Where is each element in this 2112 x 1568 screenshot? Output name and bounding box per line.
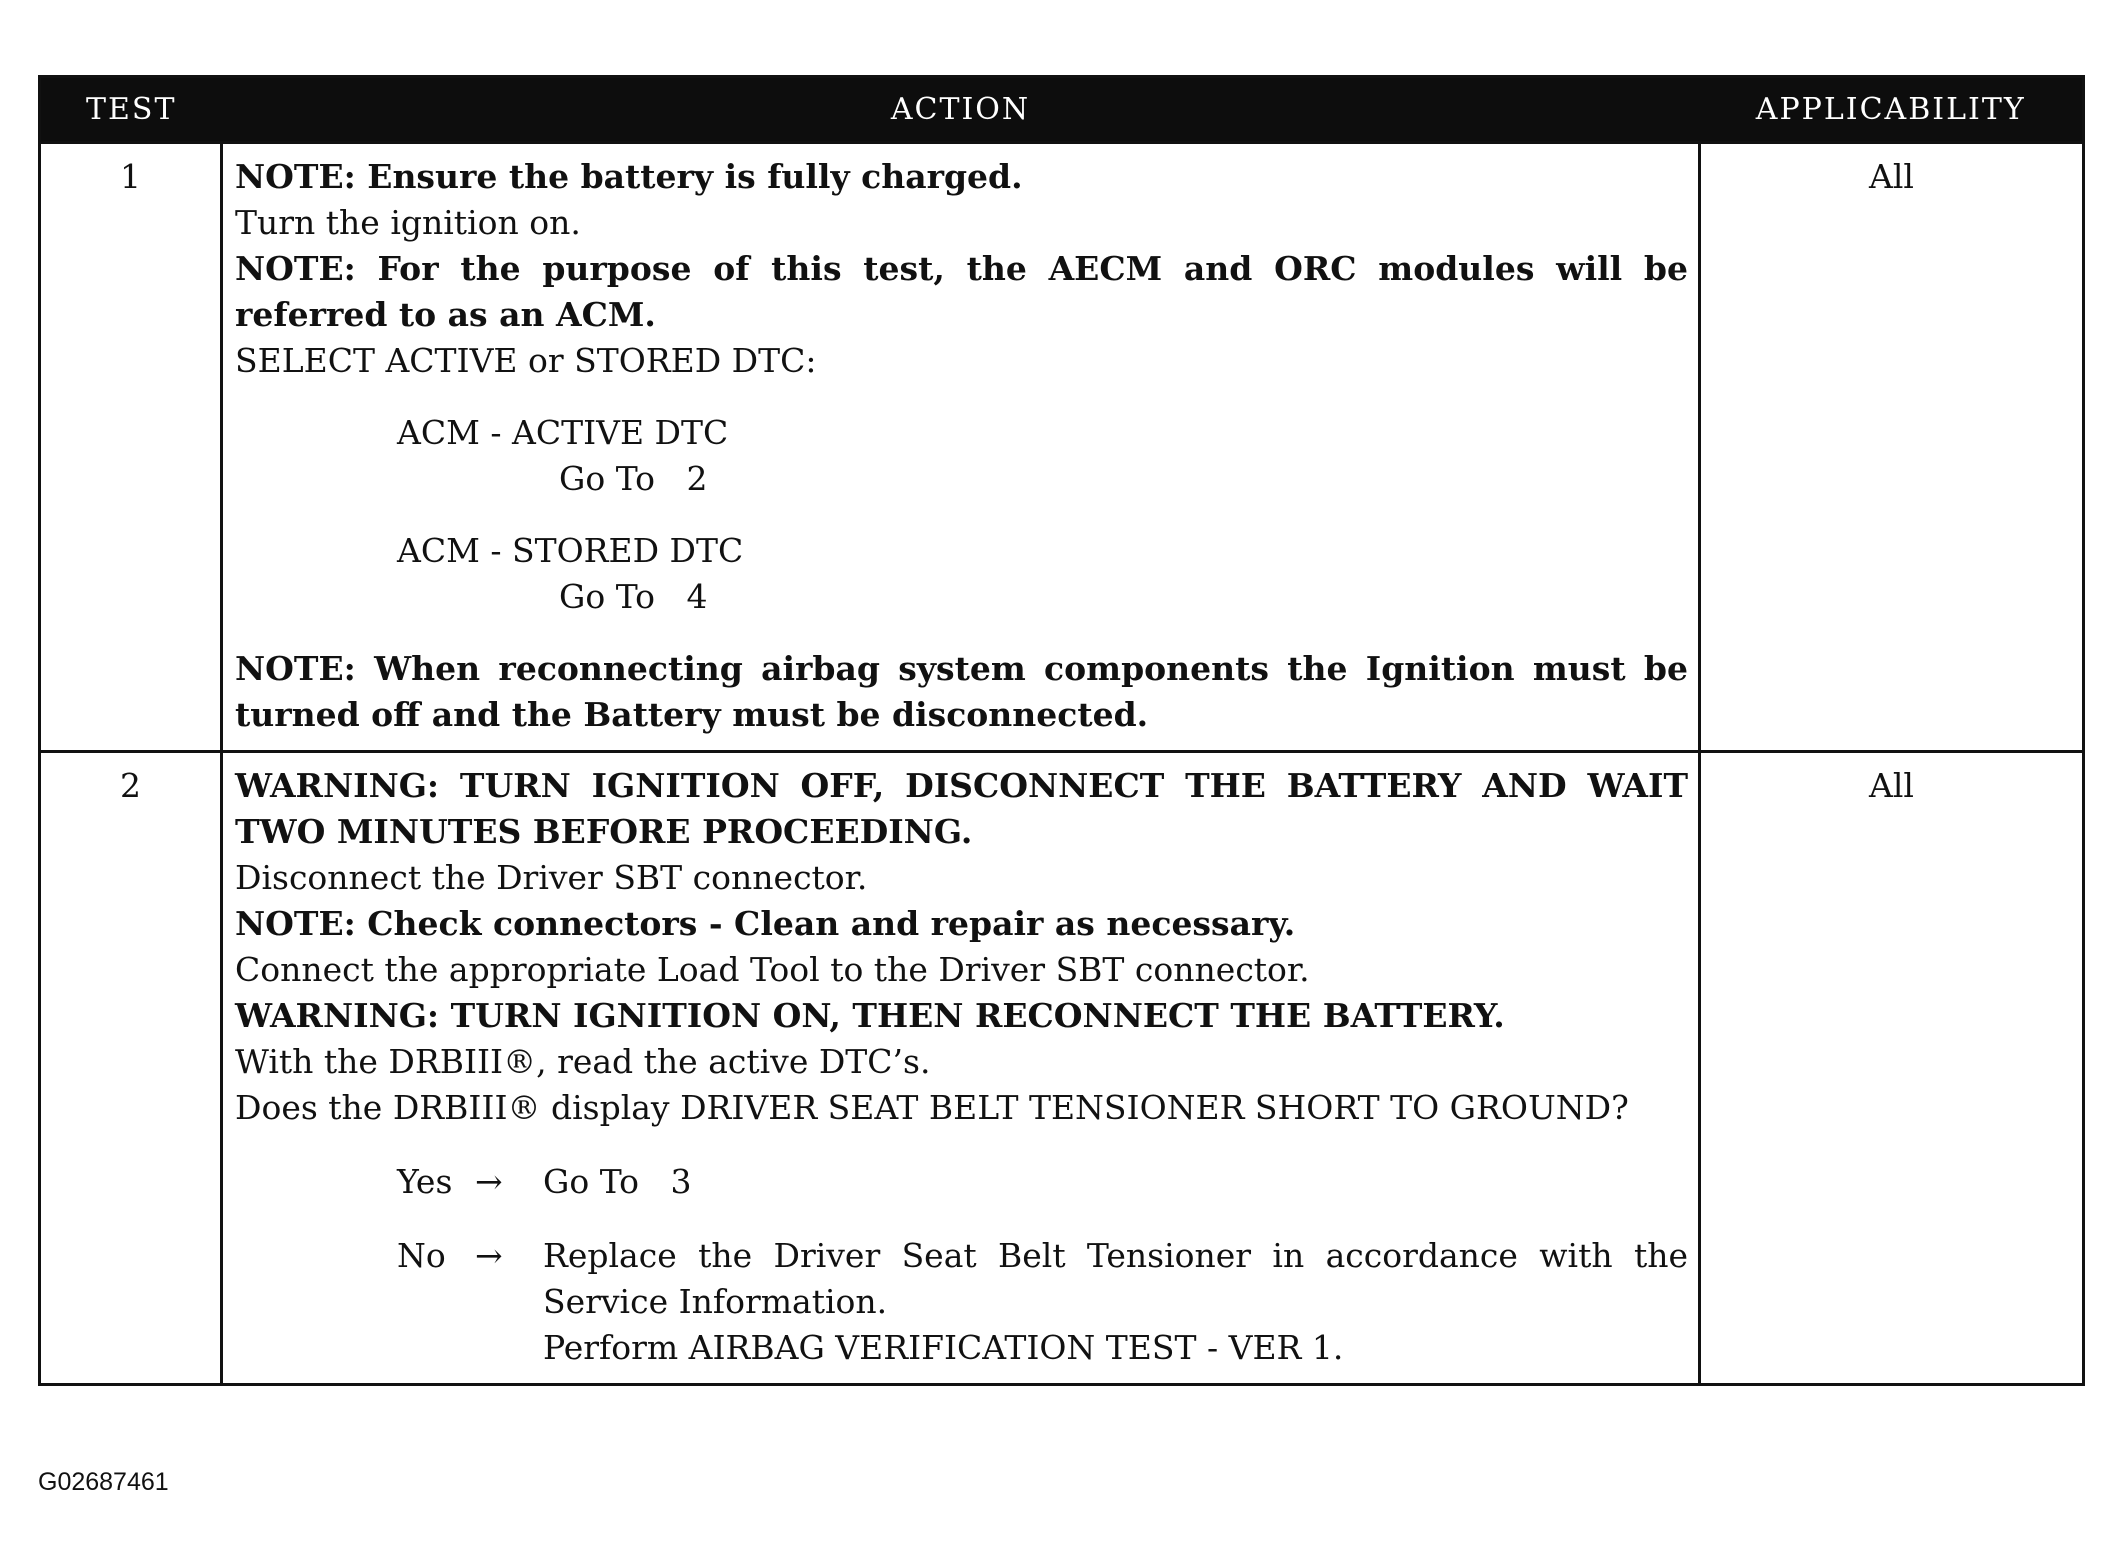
action-cell [222,752,1700,1385]
warning-text: WARNING: TURN IGNITION ON, THEN RECONNECT THE BATTERY. [235,996,1505,1035]
option-text: Go To 3 [543,1162,692,1201]
header-applicability: APPLICABILITY [1700,77,2084,143]
note-text: NOTE: Ensure the battery is fully charged. [235,157,1023,196]
yes-option [397,1159,1688,1205]
arrow-right-icon: → [475,1162,503,1201]
diagnostic-test-table [38,75,2085,1386]
choice-label: ACM - STORED DTC [397,531,744,570]
note-text: NOTE: For the purpose of this test, the AECM and ORC modules will be referred to as an ACM. [235,249,1688,334]
choice-option [397,528,1688,620]
table-header-row [40,77,2084,143]
applicability-value: All [1700,752,2084,1385]
step-text: Turn the ignition on. [235,203,581,242]
note-text: NOTE: When reconnecting airbag system components the Ignition must be turned off and the Battery must be disconnected. [235,649,1688,734]
header-test: TEST [40,77,222,143]
choice-goto: Go To 2 [559,459,708,498]
note-text: NOTE: Check connectors - Clean and repair as necessary. [235,904,1296,943]
header-action: ACTION [222,77,1700,143]
warning-text: WARNING: TURN IGNITION OFF, DISCONNECT THE BATTERY AND WAIT TWO MINUTES BEFORE PROCEEDING. [235,766,1688,851]
step-text: Connect the appropriate Load Tool to the Driver SBT connector. [235,950,1310,989]
test-number: 1 [40,143,222,752]
action-cell [222,143,1700,752]
step-text: With the DRBIII®, read the active DTC’s. [235,1042,931,1081]
option-body [543,1233,1688,1371]
table-row-test-1 [40,143,2084,752]
step-text: Disconnect the Driver SBT connector. [235,858,868,897]
option-text: Replace the Driver Seat Belt Tensioner in accordance with the Service Information. [543,1236,1688,1321]
question-text: Does the DRBIII® display DRIVER SEAT BELT TENSIONER SHORT TO GROUND? [235,1088,1629,1127]
choice-label: ACM - ACTIVE DTC [397,413,729,452]
choice-option [397,410,1688,502]
applicability-value: All [1700,143,2084,752]
option-label: No [397,1236,446,1275]
arrow-right-icon: → [475,1236,503,1275]
table-row-test-2 [40,752,2084,1385]
figure-id: G02687461 [38,1468,169,1496]
option-text: Perform AIRBAG VERIFICATION TEST - VER 1. [543,1328,1344,1367]
prompt-text: SELECT ACTIVE or STORED DTC: [235,341,817,380]
option-label: Yes [397,1162,453,1201]
test-number: 2 [40,752,222,1385]
no-option [397,1233,1688,1371]
choice-goto: Go To 4 [559,577,708,616]
